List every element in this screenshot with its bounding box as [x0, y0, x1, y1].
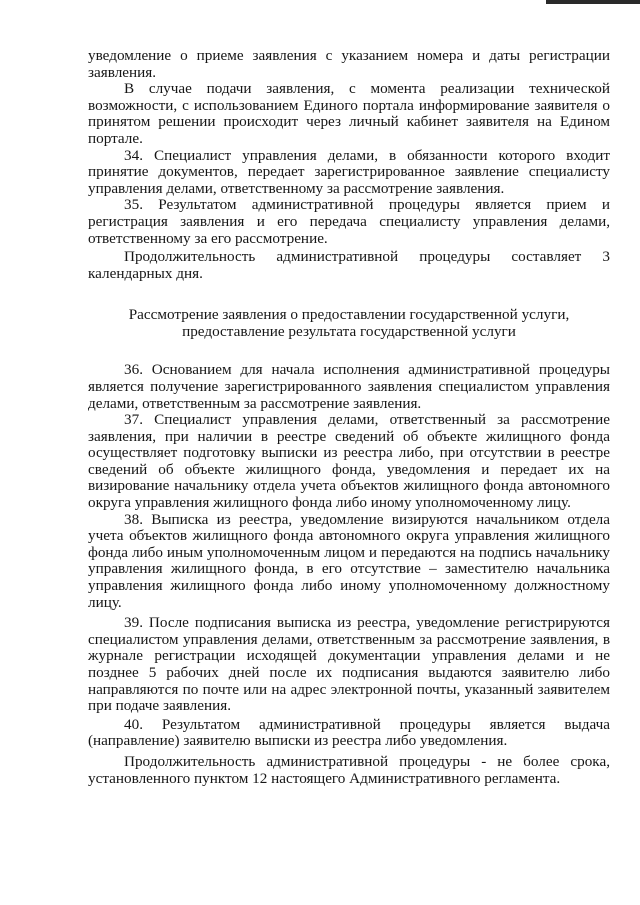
scan-edge-mark [546, 0, 640, 4]
section-heading [88, 306, 610, 340]
paragraph-40: 40. Результатом административной процедуры является выдача (направление) заявителю выписки из реестра либо уведомления. [88, 715, 610, 750]
paragraph-39: 39. После подписания выписка из реестра, уведомление регистрируются специалистом управления делами, ответственным за рассмотрение заявления, в журнале регистрации исходящей документации управления делами и не позднее 5 рабочих дней после их подписания выдаются заявителю либо направляются по почте или на адрес электронной почты, указанный заявителем при подаче заявления. [88, 614, 610, 715]
paragraph-duration-2: Продолжительность административной процедуры - не более срока, установленного пунктом 12 настоящего Административного регламента. [88, 752, 610, 787]
section-heading-line-2: предоставление результата государственной услуги [182, 323, 516, 341]
document-page [88, 48, 610, 787]
paragraph-38: 38. Выписка из реестра, уведомление визируются начальником отдела учета объектов жилищного фонда автономного округа управления жилищного фонда либо иным уполномоченным лицом и передаются на подпись начальнику управления жилищного фонда, в его отсутствие – заместителю начальника управления жилищного фонда либо иному уполномоченному должностному лицу. [88, 510, 610, 611]
paragraph-34: 34. Специалист управления делами, в обязанности которого входит принятие документов, передает зарегистрированное заявление специалисту управления делами, ответственному за рассмотрение заявления. [88, 146, 610, 197]
paragraph-35: 35. Результатом административной процедуры является прием и регистрация заявления и его передача специалисту управления делами, ответственному за его рассмотрение. [88, 196, 610, 247]
paragraph-portal-notice: В случае подачи заявления, с момента реализации технической возможности, с использованием Единого портала информирование заявителя о принятом решении происходит через личный кабинет заявителя на Едином портале. [88, 80, 610, 147]
paragraph-continuation: уведомление о приеме заявления с указанием номера и даты регистрации заявления. [88, 47, 610, 81]
paragraph-36: 36. Основанием для начала исполнения административной процедуры является получение зарегистрированного заявления специалистом управления делами, ответственным за рассмотрение заявления. [88, 361, 610, 412]
paragraph-37: 37. Специалист управления делами, ответственный за рассмотрение заявления, при наличии в реестре сведений об объекте жилищного фонда осуществляет подготовку выписки из реестра либо, при отсутствии в реестре сведений об объекте жилищного фонда, уведомления и передает их на визирование начальнику отдела учета объектов жилищного фонда автономного округа управления жилищного фонда либо иному уполномоченному лицу. [88, 411, 610, 512]
paragraph-duration-1: Продолжительность административной процедуры составляет 3 календарных дня. [88, 248, 610, 282]
section-heading-line-1: Рассмотрение заявления о предоставлении государственной услуги, [128, 306, 570, 324]
